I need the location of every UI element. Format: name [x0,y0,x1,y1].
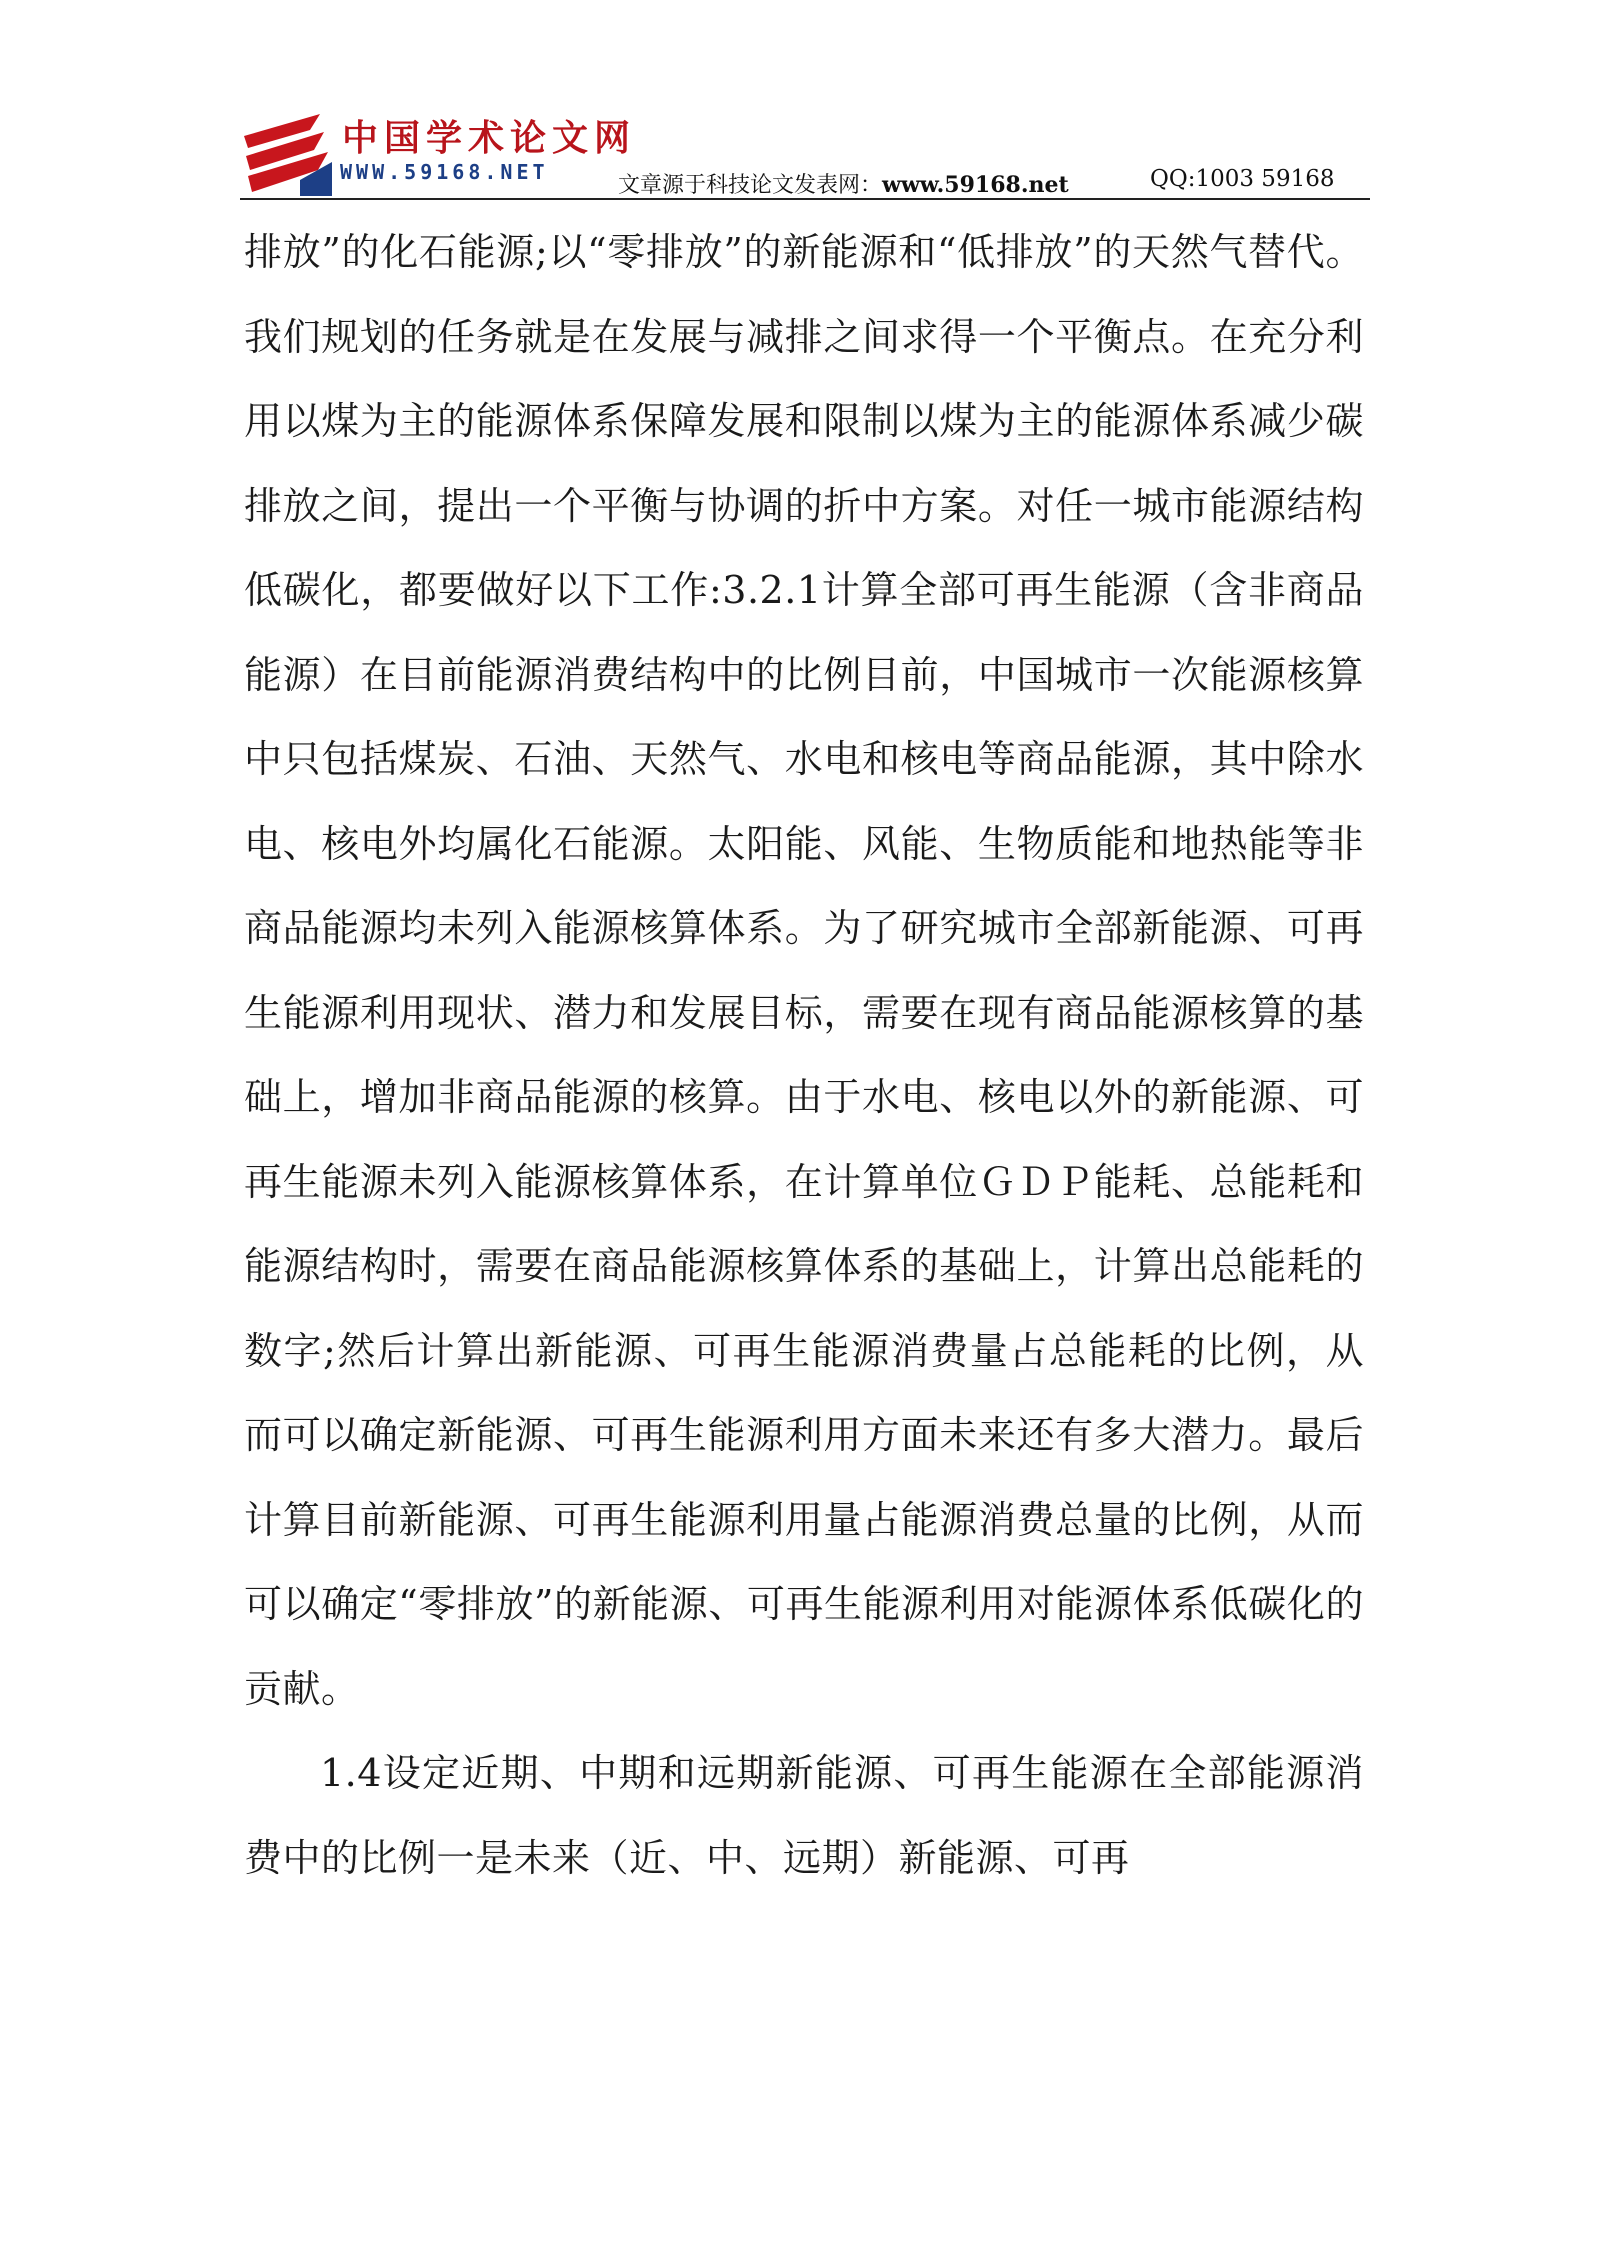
source-url[interactable]: www.59168.net [882,172,1069,198]
header-divider [240,198,1370,200]
source-label: 文章源于科技论文发表网： [618,173,883,198]
paragraph: 排放”的化石能源;以“零排放”的新能源和“低排放”的天然气替代。我们规划的任务就是在发展与减排之间求得一个平衡点。在充分利用以煤为主的能源体系保障发展和限制以煤为主的能源体系减少碳排放之间，提出一个平衡与协调的折中方案。对任一城市能源结构低碳化，都要做好以下工作:3.2.1计算全部可再生能源（含非商品能源）在目前能源消费结构中的比例目前，中国城市一次能源核算中只包括煤炭、石油、天然气、水电和核电等商品能源，其中除水电、核电外均属化石能源。太阳能、风能、生物质能和地热能等非商品能源均未列入能源核算体系。为了研究城市全部新能源、可再生能源利用现状、潜力和发展目标，需要在现有商品能源核算的基础上，增加非商品能源的核算。由于水电、核电以外的新能源、可再生能源未列入能源核算体系，在计算单位ＧＤＰ能耗、总能耗和能源结构时，需要在商品能源核算体系的基础上，计算出总能耗的数字;然后计算出新能源、可再生能源消费量占总能耗的比例，从而可以确定新能源、可再生能源利用方面未来还有多大潜力。最后计算目前新能源、可再生能源利用量占能源消费总量的比例，从而可以确定“零排放”的新能源、可再生能源利用对能源体系低碳化的贡献。 [244,230,1364,1711]
header-source [618,168,1069,199]
logo-title: 中国学术论文网 [342,117,637,159]
logo-url: WWW.59168.NET [340,160,549,184]
site-logo [240,110,637,198]
header-qq: QQ:1003 59168 [1150,166,1335,192]
paragraph: 1.4设定近期、中期和远期新能源、可再生能源在全部能源消费中的比例一是未来（近、中、远期）新能源、可再 [244,1751,1364,1880]
page-header [240,110,1370,200]
logo-emblem-icon [240,110,336,198]
article-body [244,210,1364,1900]
